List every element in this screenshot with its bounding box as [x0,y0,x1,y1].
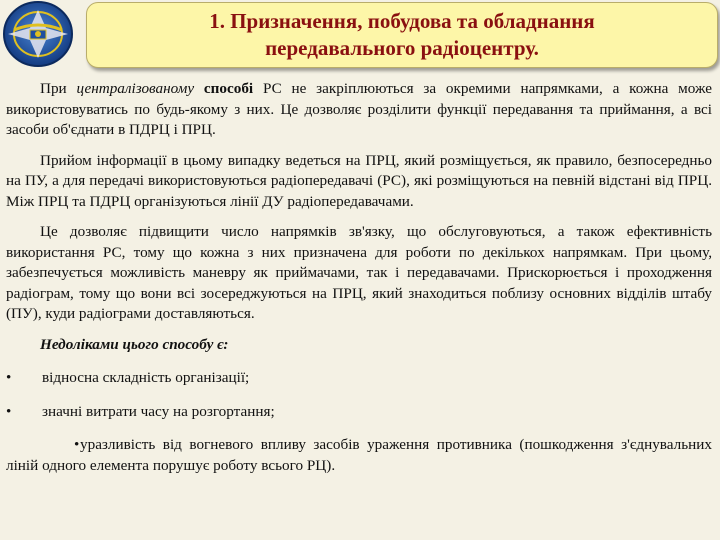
list-item [6,435,712,476]
list-item [6,402,712,423]
paragraph-1-bold: способі [194,80,254,97]
slide-body [6,79,712,486]
paragraph-1-rest: РС не закріплюються за окремими напрямками, а кожна може використовуватись по будь-якому з них. Це дозволяє розділити функції передавання та приймання, а всі засоби об'єднати в ПДРЦ і ПРЦ. [6,80,712,138]
slide-title-box [86,2,718,68]
title-line-2: передавального радіоцентру. [265,36,539,60]
bullet-icon: • [6,402,12,420]
paragraph-1-emphasis: централізованому [76,80,195,97]
paragraph-2: Прийом інформації в цьому випадку ведеться на ПРЦ, який розміщується, як правило, безпосередньо на ПУ, а для передачі використовуються радіопередавачі (РС), які розміщуються на певній відстані від ПРЦ. Між ПРЦ та ПДРЦ організуються лінії ДУ радіопередавачами. [6,151,712,210]
paragraph-1-lead: При [40,80,77,97]
paragraph-1 [6,79,712,141]
title-line-1: 1. Призначення, побудова та обладнання [209,9,595,33]
list-item-text: уразливість від вогневого впливу засобів ураження противника (пошкодження з'єднувальних ліній одного елемента порушує роботу всього РЦ). [6,436,712,474]
academy-emblem-icon [0,0,78,72]
bullet-icon: • [74,436,80,453]
drawbacks-heading: Недоліками цього способу є: [40,335,229,353]
list-item [6,368,712,389]
list-item-text: значні витрати часу на розгортання; [42,402,275,420]
list-item-text: відносна складність організації; [42,369,250,386]
slide-title [122,8,682,62]
paragraph-3: Це дозволяє підвищити число напрямків зв'язку, що обслуговуються, а також ефективність використання РС, тому що кожна з них призначена для роботи по декількох напрямкам. При цьому, забезпечується можливість маневру як приймачами, так і передавачами. Прискорюється і проходження радіограм, тому що вони всі зосереджуються на ПРЦ, який знаходиться поблизу основних відділів штабу (ПУ), куди радіограми доставляються. [6,223,712,322]
bullet-icon: • [6,369,12,386]
